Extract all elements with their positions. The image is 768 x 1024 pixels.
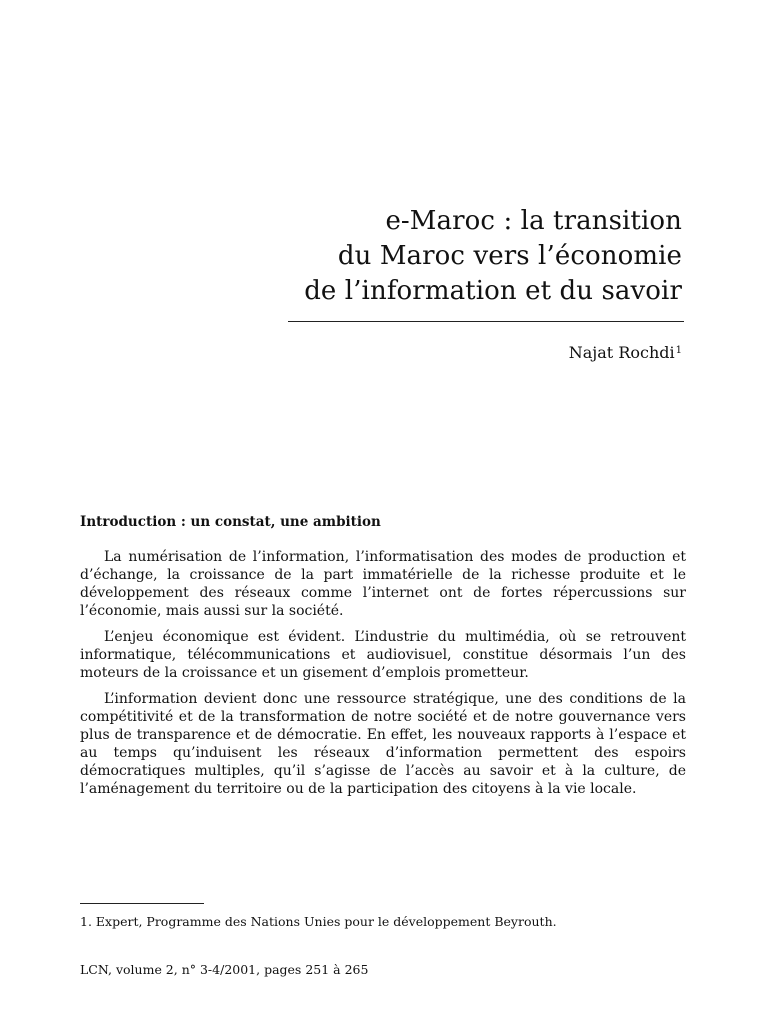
- journal-citation: LCN, volume 2, n° 3-4/2001, pages 251 à 265: [80, 962, 369, 977]
- title-line: e-Maroc : la transition: [385, 206, 682, 236]
- paragraph: L’information devient donc une ressource stratégique, une des conditions de la compétitivité et de la transformation de notre société et de notre gouvernance vers plus de transparence et de démocratie. En effet, les nouveaux rapports à l’espace et au temps qu’induisent les réseaux d’information permettent des espoirs démocratiques multiples, qu’il s’agisse de l’accès au savoir et à la culture, de l’aménagement du territoire ou de la participation des citoyens à la vie locale.: [80, 691, 686, 797]
- paragraph: L’enjeu économique est évident. L’industrie du multimédia, où se retrouvent informatique, télécommunications et audiovisuel, constitue désormais l’un des moteurs de la croissance et un gisement d’emplois prometteur.: [80, 629, 686, 681]
- footnote-marker: 1: [675, 345, 682, 356]
- title-divider: [288, 321, 684, 322]
- footnote-divider: [80, 903, 204, 904]
- title-line: de l’information et du savoir: [304, 276, 682, 306]
- footnote: 1. Expert, Programme des Nations Unies pour le développement Beyrouth.: [80, 914, 557, 929]
- title-line: du Maroc vers l’économie: [337, 241, 682, 271]
- paragraph: La numérisation de l’information, l’informatisation des modes de production et d’échange, la croissance de la part immatérielle de la richesse produite et le développement des réseaux comme l’internet ont de fortes répercussions sur l’économie, mais aussi sur la société.: [80, 549, 686, 619]
- author-name: Najat Rochdi: [568, 343, 675, 362]
- article-title: [162, 204, 682, 309]
- author-byline: [569, 341, 682, 363]
- body-text: [80, 548, 686, 806]
- section-heading: Introduction : un constat, une ambition: [80, 514, 381, 530]
